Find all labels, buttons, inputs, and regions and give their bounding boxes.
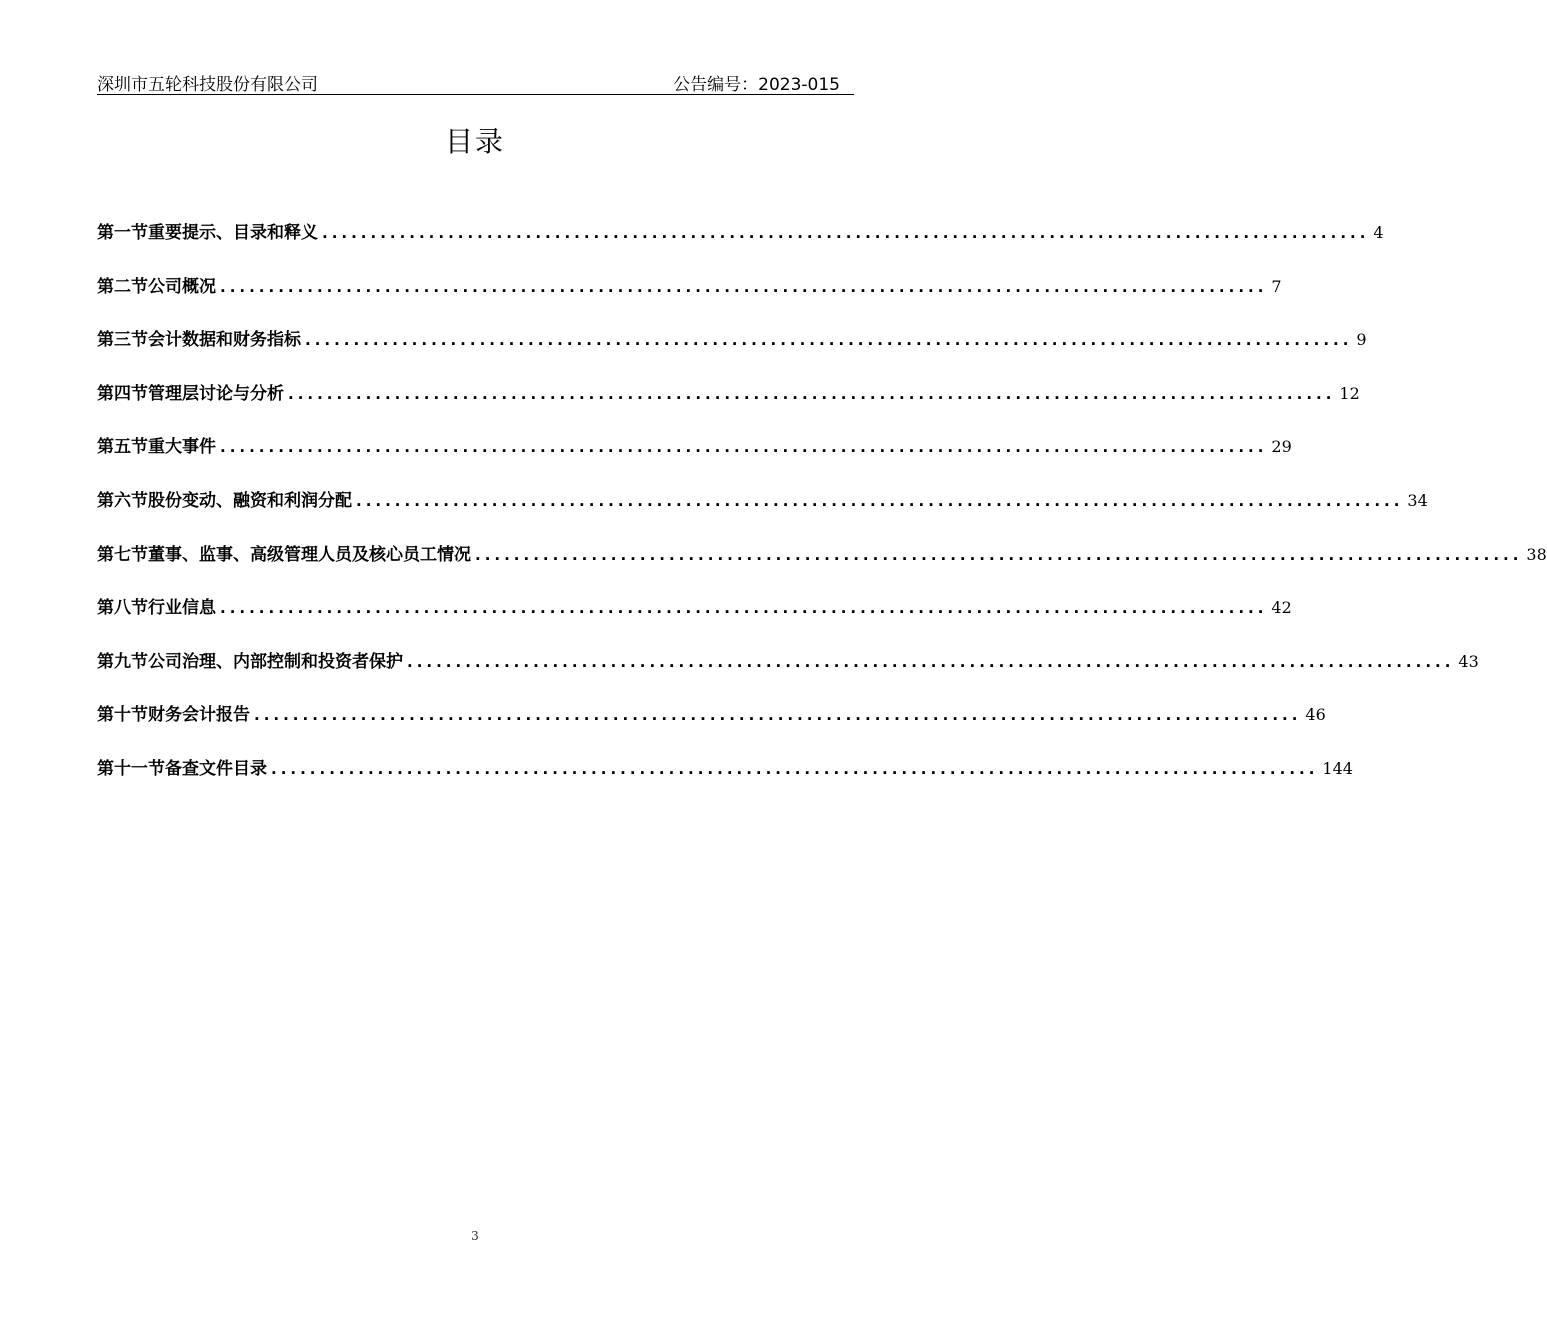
toc-section: 第一节 <box>97 223 148 243</box>
toc-page: 144 <box>1322 758 1353 778</box>
toc-leader: ............................................................................................................ <box>220 599 1268 618</box>
toc-entry[interactable] <box>97 593 1292 647</box>
toc-section: 第五节 <box>97 437 148 458</box>
toc-page: 34 <box>1407 490 1428 510</box>
toc-leader: ............................................................................................................ <box>356 491 1404 510</box>
toc-page: 38 <box>1526 544 1547 564</box>
toc-section: 第十一节 <box>97 758 165 779</box>
toc-section: 第二节 <box>97 276 148 297</box>
toc-section: 第七节 <box>97 544 148 565</box>
toc-leader: ............................................................................................................ <box>305 331 1353 350</box>
toc-title: 公司治理、内部控制和投资者保护 <box>148 651 403 672</box>
toc-section: 第三节 <box>97 330 148 351</box>
toc-title: 重要提示、目录和释义 <box>148 223 318 243</box>
toc-entry[interactable] <box>97 272 1282 326</box>
toc-entry[interactable] <box>97 432 1292 486</box>
toc-leader: ............................................................................................................ <box>254 706 1302 725</box>
toc-leader: ............................................................................................................ <box>271 759 1319 778</box>
page-header <box>97 68 854 95</box>
toc-entry[interactable] <box>97 754 1353 808</box>
company-name: 深圳市五轮科技股份有限公司 <box>97 75 318 95</box>
toc-page: 12 <box>1339 383 1360 403</box>
toc-page: 43 <box>1458 651 1479 671</box>
notice-number: 公告编号：2023-015 <box>673 75 840 95</box>
toc-entry[interactable] <box>97 218 1384 272</box>
page-number: 3 <box>471 1229 479 1243</box>
toc-leader: ............................................................................................................ <box>220 277 1268 296</box>
toc-page: 46 <box>1305 705 1326 725</box>
toc-entry[interactable] <box>97 379 1360 433</box>
toc-title: 管理层讨论与分析 <box>148 383 284 404</box>
toc-title: 备查文件目录 <box>165 758 267 779</box>
toc-leader: ............................................................................................................ <box>475 545 1523 564</box>
toc-entry[interactable] <box>97 486 1428 540</box>
page-title: 目录 <box>444 125 505 158</box>
toc-entry[interactable] <box>97 325 1367 379</box>
toc-title: 会计数据和财务指标 <box>148 330 301 351</box>
toc-title: 公司概况 <box>148 276 216 297</box>
toc-section: 第八节 <box>97 598 148 619</box>
toc-leader: ............................................................................................................ <box>322 224 1370 242</box>
toc-section: 第十节 <box>97 705 148 726</box>
toc-title: 重大事件 <box>148 437 216 458</box>
toc-leader: ............................................................................................................ <box>288 384 1336 403</box>
table-of-contents <box>97 218 1547 808</box>
toc-entry[interactable] <box>97 647 1479 701</box>
toc-entry[interactable] <box>97 540 1547 594</box>
toc-title: 董事、监事、高级管理人员及核心员工情况 <box>148 544 471 565</box>
toc-page: 29 <box>1271 437 1292 457</box>
toc-section: 第六节 <box>97 490 148 511</box>
toc-leader: ............................................................................................................ <box>407 652 1455 671</box>
toc-page: 4 <box>1373 223 1384 242</box>
toc-section: 第九节 <box>97 651 148 672</box>
toc-page: 42 <box>1271 598 1292 618</box>
toc-title: 行业信息 <box>148 598 216 619</box>
toc-title: 财务会计报告 <box>148 705 250 726</box>
toc-leader: ............................................................................................................ <box>220 438 1268 457</box>
toc-page: 9 <box>1356 330 1367 350</box>
toc-entry[interactable] <box>97 700 1326 754</box>
toc-section: 第四节 <box>97 383 148 404</box>
toc-page: 7 <box>1271 276 1282 296</box>
toc-title: 股份变动、融资和利润分配 <box>148 490 352 511</box>
